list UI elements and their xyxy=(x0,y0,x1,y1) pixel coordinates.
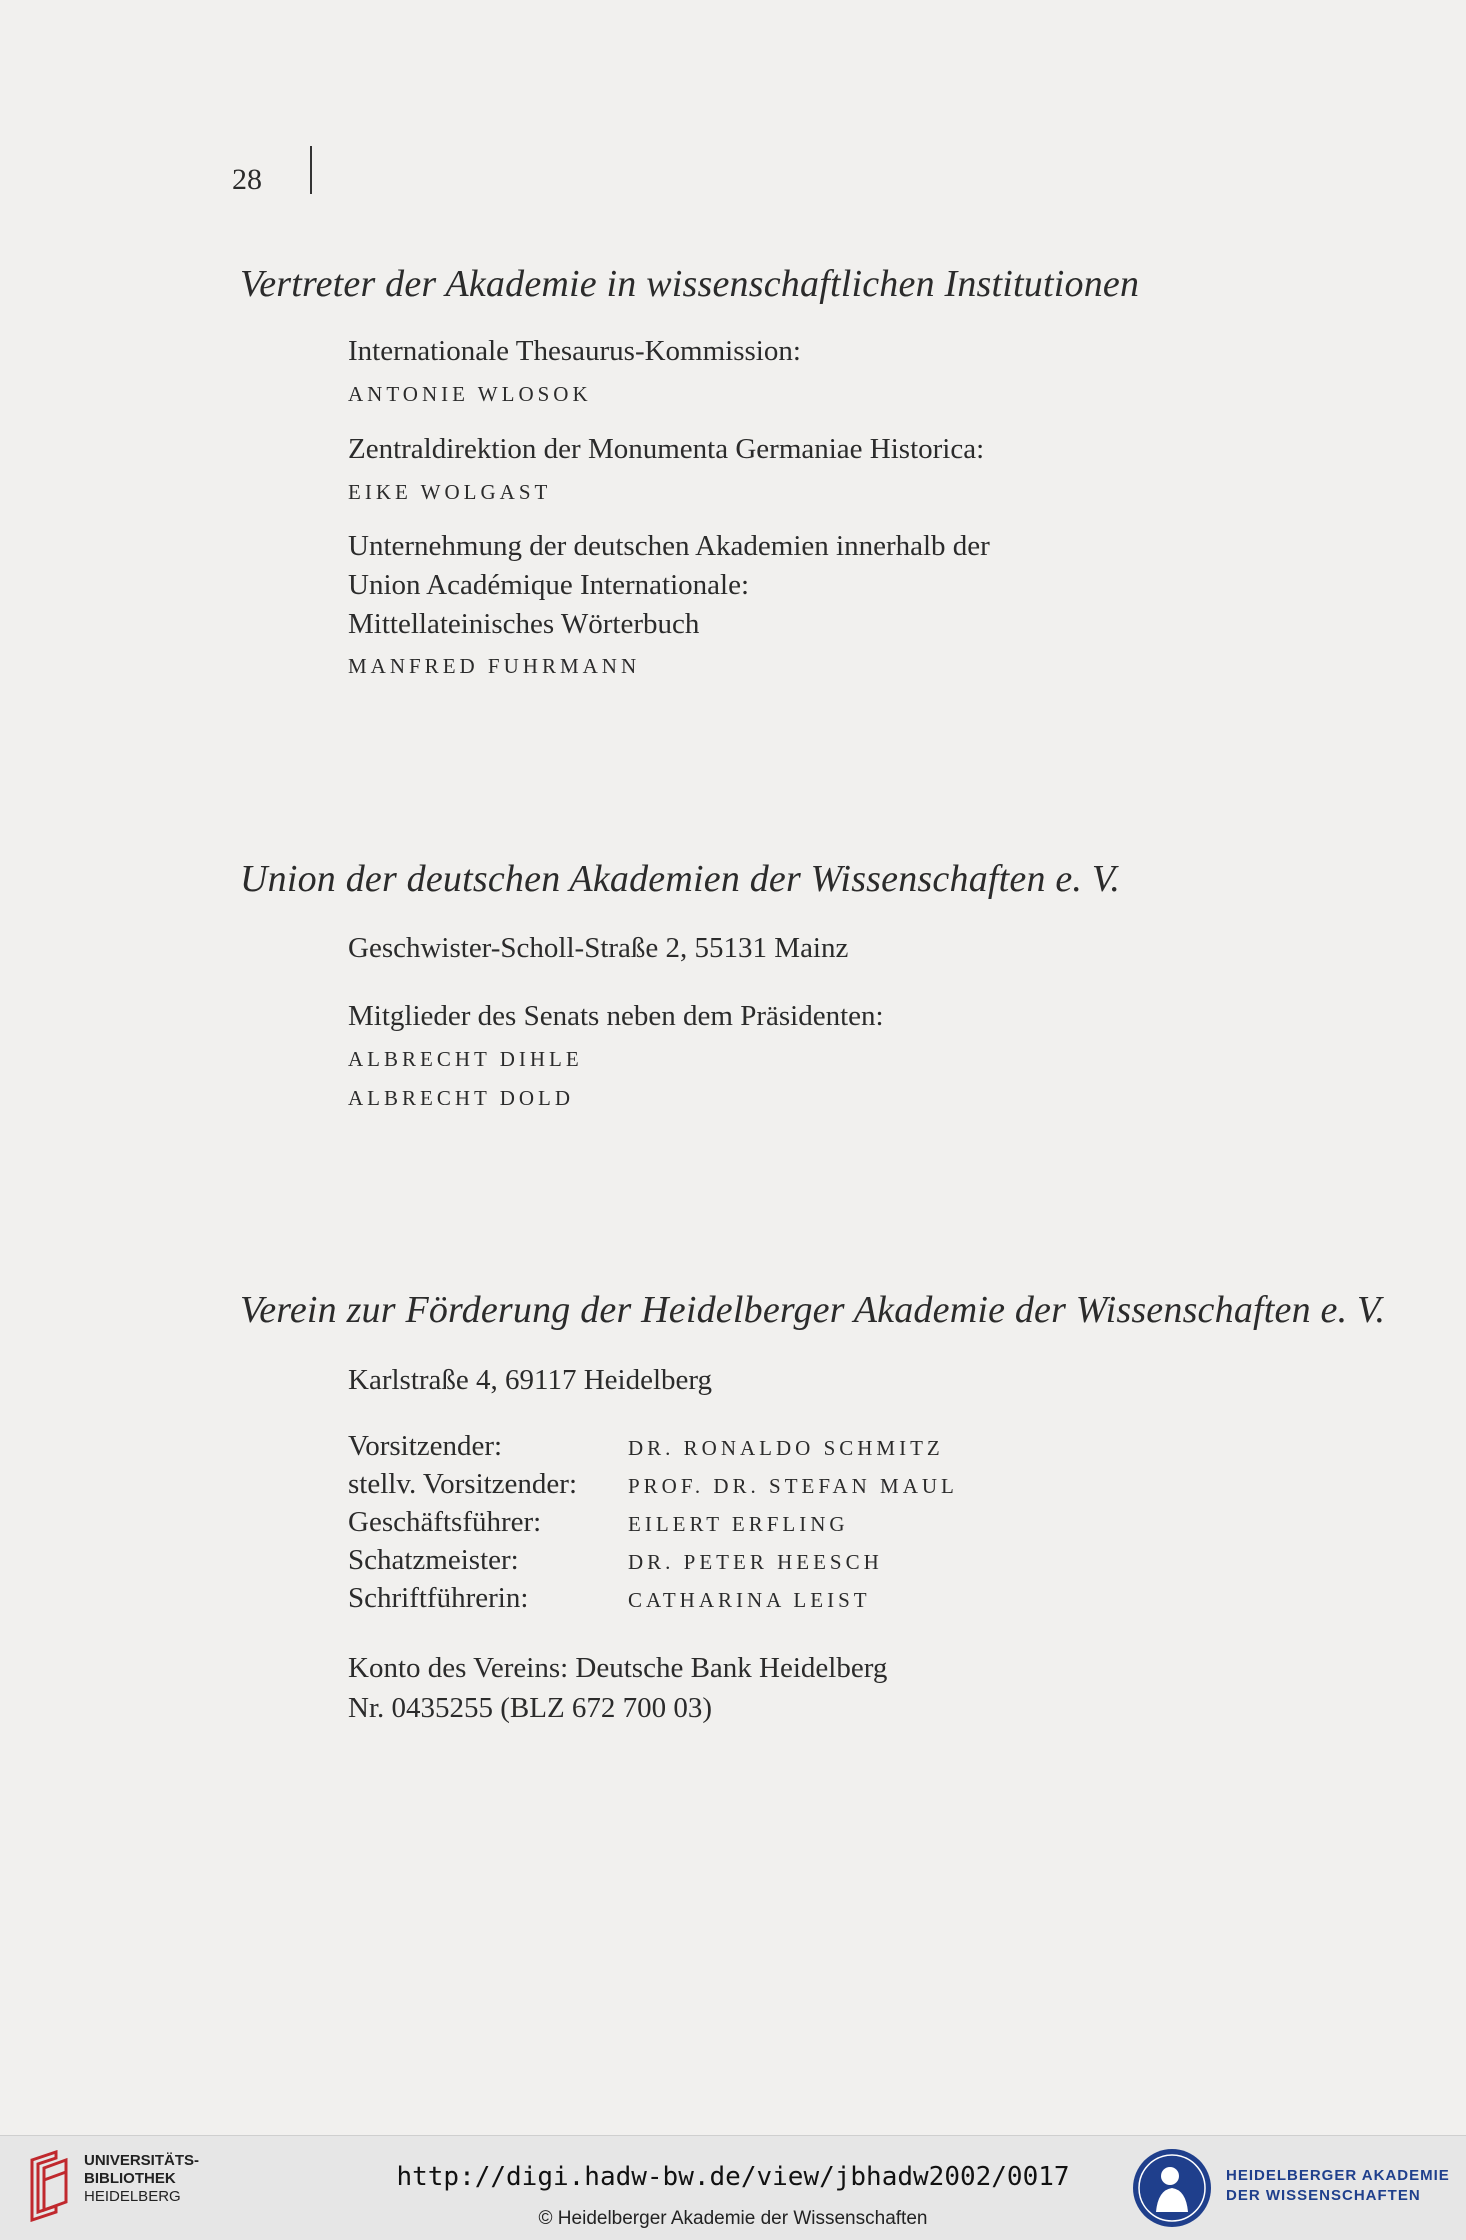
officer-role: Geschäftsführer: xyxy=(348,1506,542,1538)
member-name: EIKE WOLGAST xyxy=(348,480,552,504)
member-name: ALBRECHT DOLD xyxy=(348,1086,575,1110)
officer-name: PROF. DR. STEFAN MAUL xyxy=(628,1474,958,1498)
copyright-notice: © Heidelberger Akademie der Wissenschaften xyxy=(538,2208,928,2229)
officer-name: EILERT ERFLING xyxy=(628,1512,849,1536)
page-number: 28 xyxy=(232,163,262,196)
page-number-rule xyxy=(310,146,312,194)
section-heading-representatives: Vertreter der Akademie in wissenschaftlichen Institutionen xyxy=(240,263,1140,305)
bank-account-number: Nr. 0435255 (BLZ 672 700 03) xyxy=(348,1692,713,1724)
officer-role: Schriftführerin: xyxy=(348,1582,529,1614)
academy-seal-icon[interactable] xyxy=(1130,2146,1214,2230)
member-name: ANTONIE WLOSOK xyxy=(348,382,592,406)
academy-line: HEIDELBERGER AKADEMIE xyxy=(1226,2167,1450,2184)
officer-name: CATHARINA LEIST xyxy=(628,1588,871,1612)
officer-role: stellv. Vorsitzender: xyxy=(348,1468,578,1500)
viewer-footer xyxy=(0,2135,1466,2240)
member-name: MANFRED FUHRMANN xyxy=(348,654,641,678)
academy-line: DER WISSENSCHAFTEN xyxy=(1226,2187,1421,2204)
institution-label: Mittellateinisches Wörterbuch xyxy=(348,608,700,640)
library-line: HEIDELBERG xyxy=(84,2188,181,2205)
institution-label: Union Académique Internationale: xyxy=(348,569,750,601)
library-line: BIBLIOTHEK xyxy=(84,2170,176,2187)
verein-address: Karlstraße 4, 69117 Heidelberg xyxy=(348,1364,713,1396)
member-name: ALBRECHT DIHLE xyxy=(348,1047,583,1071)
institution-label: Internationale Thesaurus-Kommission: xyxy=(348,335,801,367)
academy-name xyxy=(1226,2166,1450,2206)
institution-label: Zentraldirektion der Monumenta Germaniae Historica: xyxy=(348,433,985,465)
union-address: Geschwister-Scholl-Straße 2, 55131 Mainz xyxy=(348,932,849,964)
institution-label: Unternehmung der deutschen Akademien innerhalb der xyxy=(348,530,990,562)
officer-role: Schatzmeister: xyxy=(348,1544,519,1576)
officer-name: DR. RONALDO SCHMITZ xyxy=(628,1436,944,1460)
library-line: UNIVERSITÄTS- xyxy=(84,2152,200,2169)
officer-role: Vorsitzender: xyxy=(348,1430,503,1462)
senate-label: Mitglieder des Senats neben dem Präsidenten: xyxy=(348,1000,884,1032)
officer-name: DR. PETER HEESCH xyxy=(628,1550,883,1574)
section-heading-verein: Verein zur Förderung der Heidelberger Akademie der Wissenschaften e. V. xyxy=(240,1289,1386,1331)
section-heading-union: Union der deutschen Akademien der Wissenschaften e. V. xyxy=(240,858,1121,900)
bank-account-line: Konto des Vereins: Deutsche Bank Heidelberg xyxy=(348,1652,888,1684)
permalink-url[interactable]: http://digi.hadw-bw.de/view/jbhadw2002/0017 xyxy=(396,2162,1070,2192)
